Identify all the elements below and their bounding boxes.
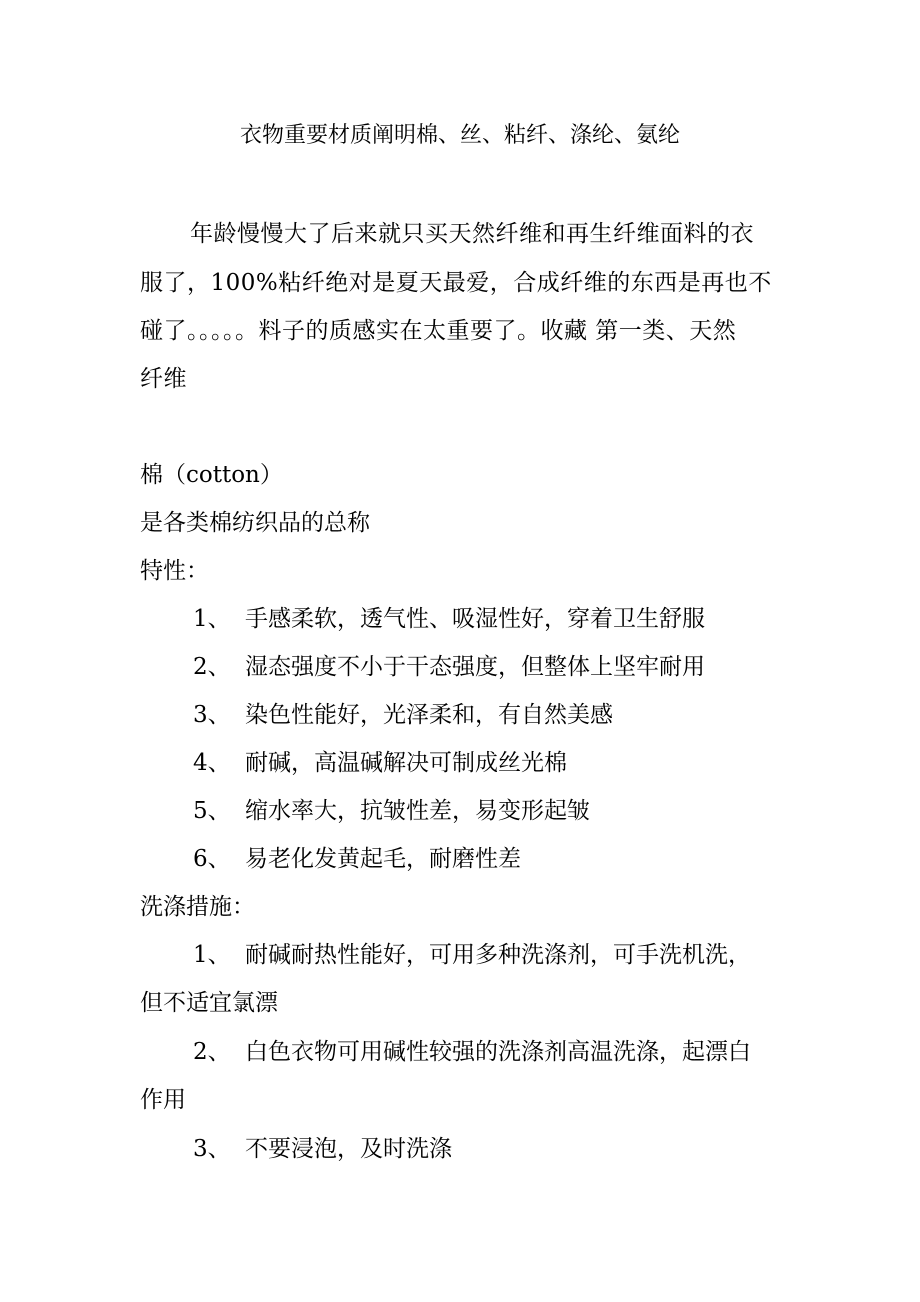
washing-number: 3、 [193, 1136, 231, 1162]
washing-item [193, 1037, 751, 1067]
property-text: 易老化发黄起毛，耐磨性差 [245, 846, 521, 872]
washing-item [193, 940, 751, 970]
washing-item-continuation: 但不适宜氯漂 [140, 990, 278, 1016]
washing-number: 1、 [193, 942, 231, 968]
property-item [193, 700, 613, 730]
intro-line-2: 服了，100%粘纤绝对是夏天最爱，合成纤维的东西是再也不 [140, 270, 772, 296]
property-text: 染色性能好，光泽柔和，有自然美感 [245, 702, 613, 728]
cotton-description: 是各类棉纺织品的总称 [140, 510, 370, 536]
property-item [193, 796, 590, 826]
washing-text: 不要浸泡，及时洗涤 [245, 1136, 452, 1162]
property-text: 缩水率大，抗皱性差，易变形起皱 [245, 798, 590, 824]
property-item [193, 844, 521, 874]
intro-line-4: 纤维 [140, 366, 187, 392]
property-number: 3、 [193, 702, 231, 728]
washing-text: 耐碱耐热性能好，可用多种洗涤剂，可手洗机洗， [245, 942, 751, 968]
property-number: 4、 [193, 750, 231, 776]
property-item [193, 748, 567, 778]
washing-item-continuation: 作用 [140, 1087, 186, 1113]
cotton-heading: 棉（cotton） [140, 462, 283, 488]
washing-text: 白色衣物可用碱性较强的洗涤剂高温洗涤，起漂白 [245, 1039, 751, 1065]
washing-item [193, 1134, 452, 1164]
washing-label: 洗涤措施： [140, 894, 255, 920]
property-number: 1、 [193, 606, 231, 632]
intro-line-1: 年龄慢慢大了后来就只买天然纤维和再生纤维面料的衣 [190, 221, 754, 247]
property-text: 耐碱，高温碱解决可制成丝光棉 [245, 750, 567, 776]
document-title: 衣物重要材质阐明棉、丝、粘纤、涤纶、氨纶 [239, 123, 680, 148]
property-text: 手感柔软，透气性、吸湿性好，穿着卫生舒服 [245, 606, 705, 632]
properties-label: 特性： [140, 558, 209, 584]
property-number: 2、 [193, 654, 231, 680]
washing-number: 2、 [193, 1039, 231, 1065]
property-number: 6、 [193, 846, 231, 872]
intro-line-3: 碰了。。。。。料子的质感实在太重要了。收藏 第一类、天然 [140, 318, 737, 344]
property-item [193, 604, 705, 634]
property-text: 湿态强度不小于干态强度，但整体上坚牢耐用 [245, 654, 705, 680]
property-item [193, 652, 705, 682]
property-number: 5、 [193, 798, 231, 824]
